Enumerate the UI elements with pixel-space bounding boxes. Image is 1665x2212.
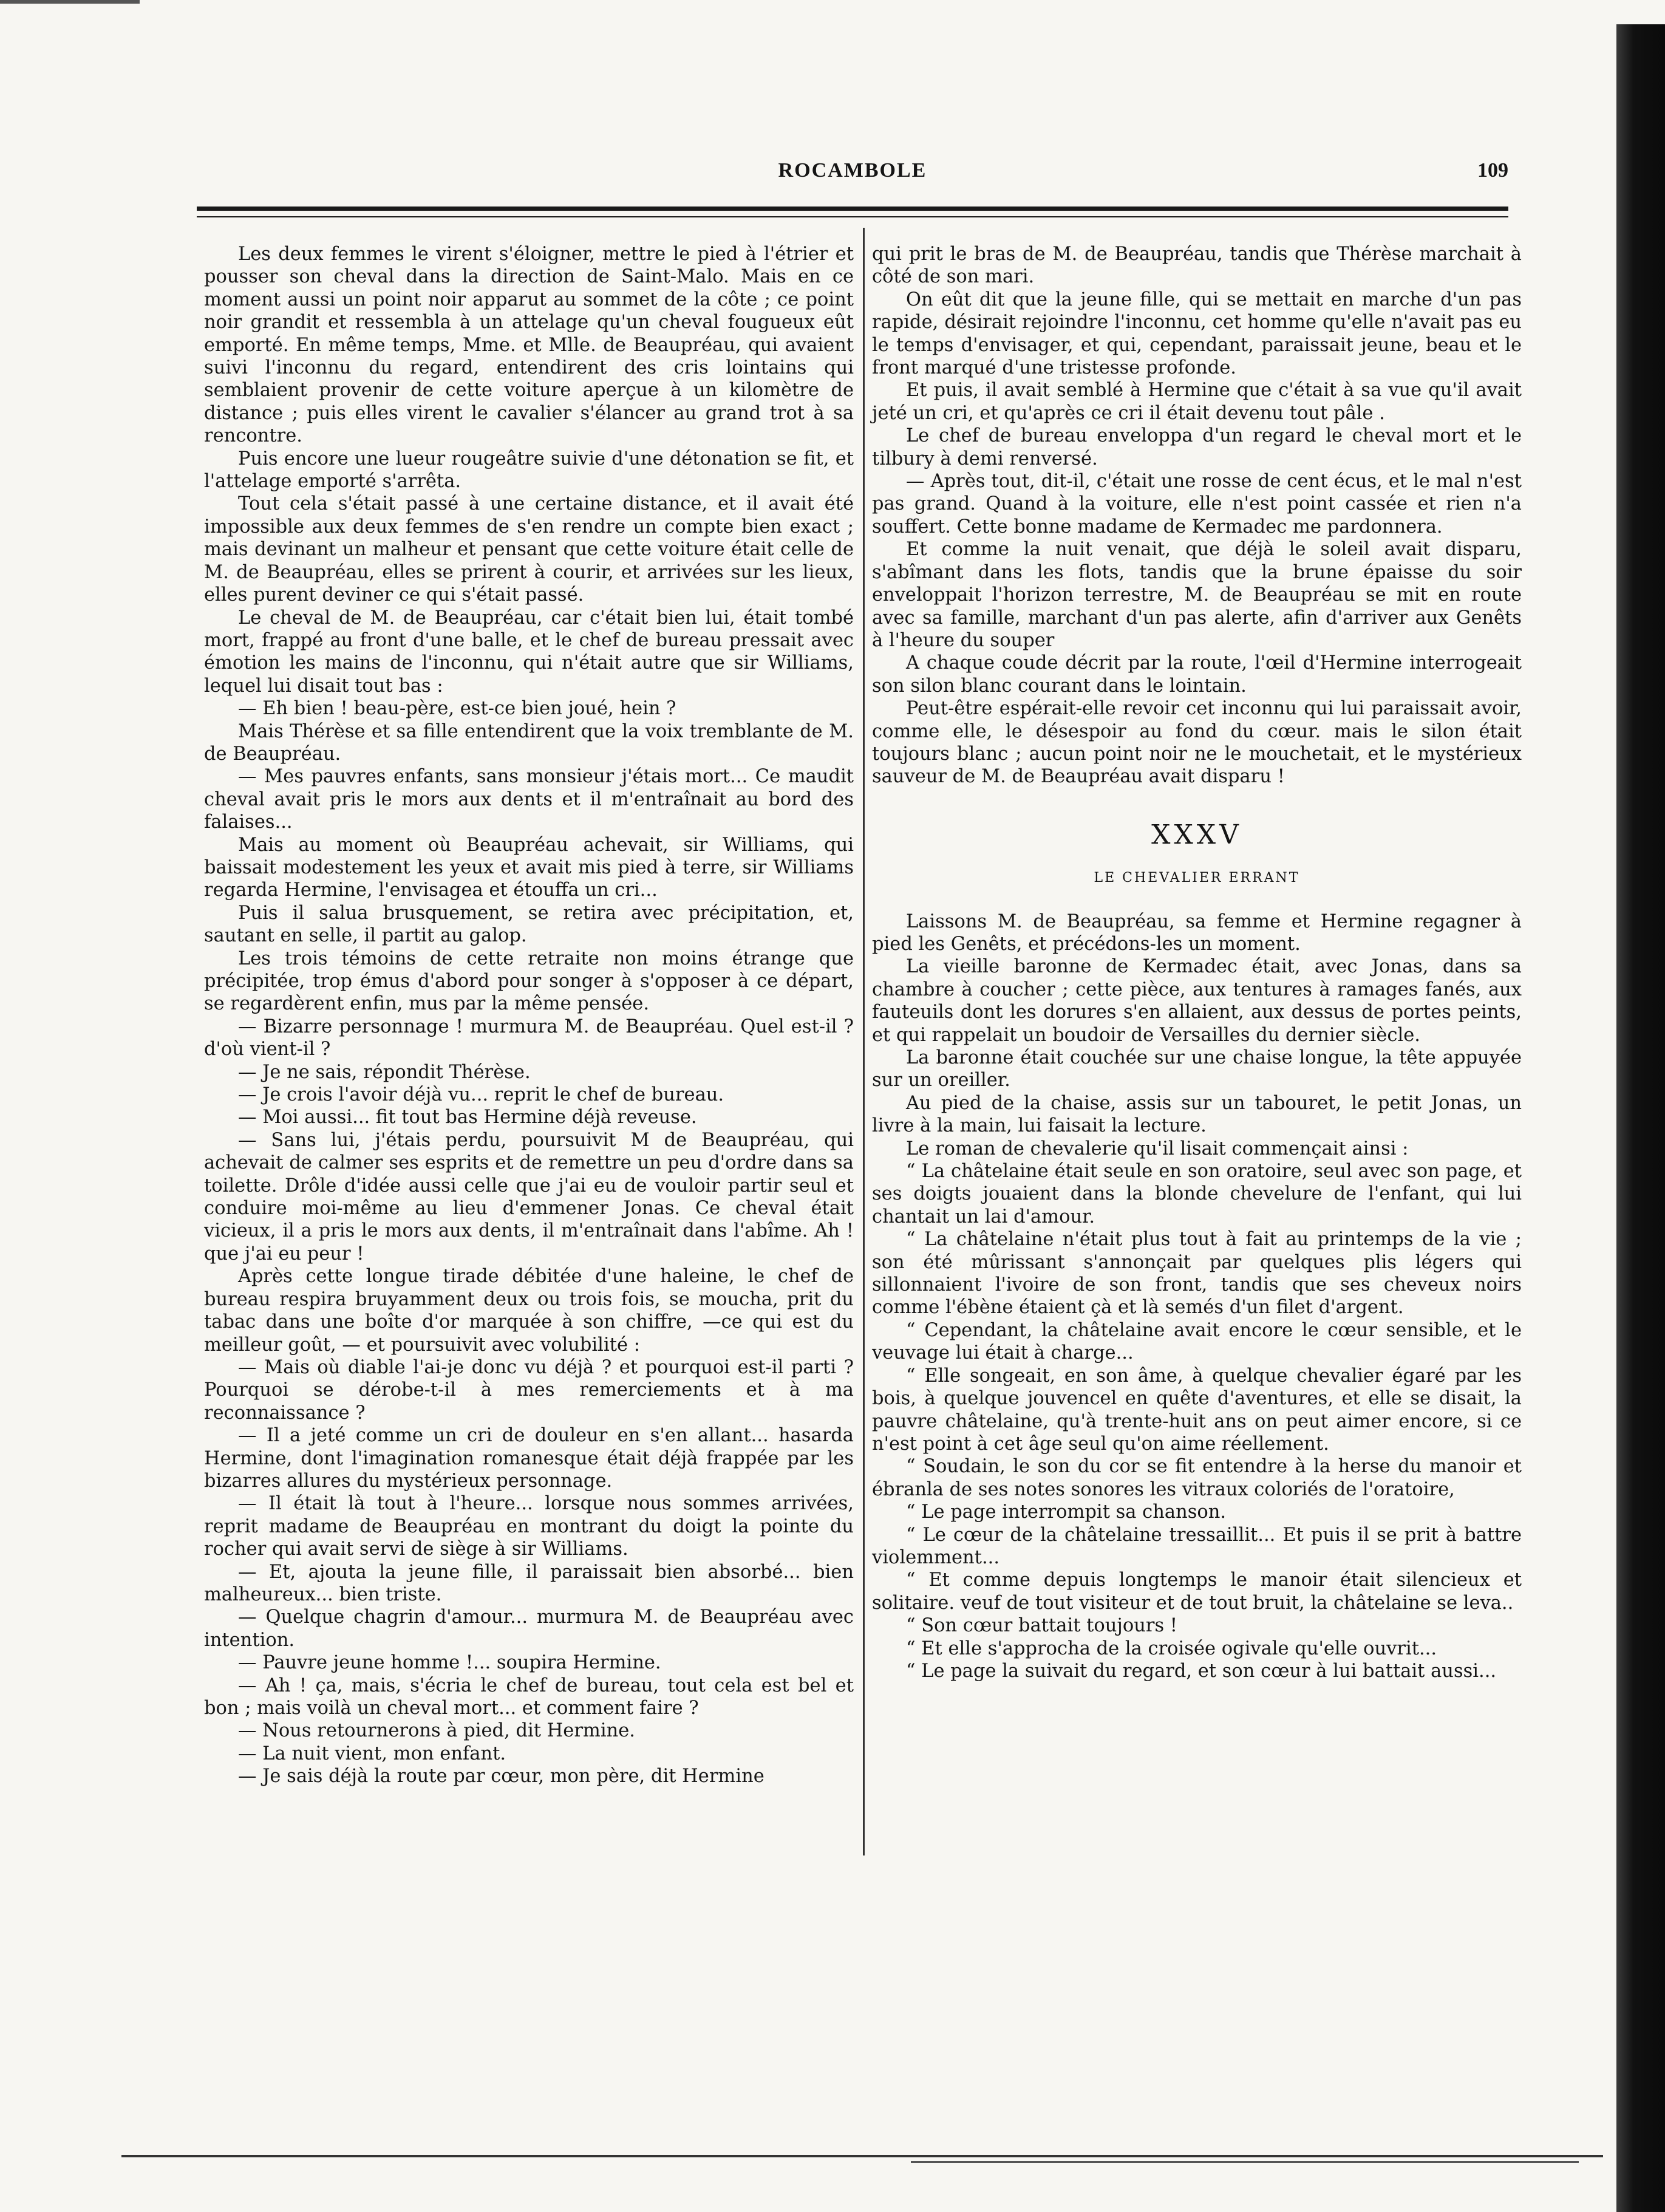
scan-dark-edge: [1616, 24, 1665, 2212]
paragraph: — Et, ajouta la jeune fille, il paraissait bien absorbé... bien malheureux... bien triste.: [204, 1561, 854, 1605]
paragraph: — Mes pauvres enfants, sans monsieur j'étais mort... Ce maudit cheval avait pris le mors aux dents et il m'entraînait au bord des falaises...: [204, 766, 854, 833]
right-column-text-after-chapter: [872, 910, 1522, 1683]
header-rule-thick: [197, 207, 1508, 211]
paragraph: Laissons M. de Beaupréau, sa femme et Hermine regagner à pied les Genêts, et précédons-les un moment.: [872, 910, 1522, 955]
paragraph: Mais Thérèse et sa fille entendirent que la voix tremblante de M. de Beaupréau.: [204, 720, 854, 765]
paragraph: qui prit le bras de M. de Beaupréau, tandis que Thérèse marchait à côté de son mari.: [872, 244, 1522, 288]
paragraph: — Quelque chagrin d'amour... murmura M. de Beaupréau avec intention.: [204, 1606, 854, 1651]
bottom-scan-line: [121, 2155, 1603, 2157]
paragraph: — Eh bien ! beau-père, est-ce bien joué, hein ?: [238, 698, 676, 720]
paragraph: Au pied de la chaise, assis sur un tabouret, le petit Jonas, un livre à la main, lui faisait la lecture.: [872, 1092, 1522, 1137]
paragraph: — Sans lui, j'étais perdu, poursuivit M de Beaupréau, qui achevait de calmer ses esprits et de remettre un peu d'ordre dans sa toilette. Drôle d'idée aussi celle que j'ai eu de vouloir partir seul et conduire moi-même au lieu d'emmener Jonas. Ce cheval était vicieux, il a pris le mors aux dents, il m'entraînait dans l'abîme. Ah ! que j'ai eu peur !: [204, 1129, 854, 1265]
paragraph: “ Et comme depuis longtemps le manoir était silencieux et solitaire. veuf de tout visiteur et de tout bruit, la châtelaine se leva..: [872, 1569, 1522, 1614]
chapter-title: LE CHEVALIER ERRANT: [1094, 870, 1300, 886]
paragraph: “ Et elle s'approcha de la croisée ogivale qu'elle ouvrit...: [906, 1637, 1437, 1659]
paragraph: Les trois témoins de cette retraite non moins étrange que précipitée, trop émus d'abord pour songer à s'opposer à ce départ, se regardèrent enfin, mus par la même pensée.: [204, 947, 854, 1015]
paragraph: Puis encore une lueur rougeâtre suivie d'une détonation se fit, et l'attelage emporté s'arrêta.: [204, 448, 854, 493]
left-column: [204, 243, 854, 1788]
paragraph: Et puis, il avait semblé à Hermine que c'était à sa vue qu'il avait jeté un cri, et qu'après ce cri il était devenu tout pâle .: [872, 380, 1522, 424]
paragraph: La vieille baronne de Kermadec était, avec Jonas, dans sa chambre à coucher ; cette pièce, aux tentures à ramages fanés, aux fauteuils dont les dorures s'en allaient, aux dessus de portes peints, et qui rappelait un boudoir de Versailles du dernier siècle.: [872, 956, 1522, 1046]
paragraph: “ Cependant, la châtelaine avait encore le cœur sensible, et le veuvage lui était à charge...: [872, 1319, 1522, 1364]
column-divider: [863, 228, 865, 1855]
paragraph: — Pauvre jeune homme !... soupira Hermine.: [238, 1652, 661, 1674]
paragraph: — Moi aussi... fit tout bas Hermine déjà reveuse.: [238, 1107, 697, 1128]
paragraph: — Après tout, dit-il, c'était une rosse de cent écus, et le mal n'est pas grand. Quand à la voiture, elle n'est point cassée et rien n'a souffert. Cette bonne madame de Kermadec me pardonnera.: [872, 471, 1522, 538]
paragraph: “ Son cœur battait toujours !: [906, 1615, 1178, 1637]
paragraph: “ Le page la suivait du regard, et son cœur à lui battait aussi...: [906, 1660, 1497, 1682]
paragraph: — Mais où diable l'ai-je donc vu déjà ? et pourquoi est-il parti ? Pourquoi se dérobe-t-il à mes remerciements et à ma reconnaissance ?: [204, 1356, 854, 1424]
paragraph: “ La châtelaine n'était plus tout à fait au printemps de la vie ; son été mûrissant s'annonçait par quelques plis légers qui sillonnaient l'ivoire de son front, tandis que ses cheveux noirs comme l'ébène étaient çà et là semés d'un filet d'argent.: [872, 1229, 1522, 1319]
paragraph: — Je crois l'avoir déjà vu... reprit le chef de bureau.: [238, 1084, 724, 1106]
paragraph: — Nous retournerons à pied, dit Hermine.: [238, 1720, 635, 1742]
paragraph: “ Le page interrompit sa chanson.: [906, 1501, 1227, 1523]
paragraph: — La nuit vient, mon enfant.: [238, 1743, 506, 1764]
paragraph: — Bizarre personnage ! murmura M. de Beaupréau. Quel est-il ? d'où vient-il ?: [204, 1016, 854, 1060]
paragraph: Le cheval de M. de Beaupréau, car c'était bien lui, était tombé mort, frappé au front d'une balle, et le chef de bureau pressait avec émotion les mains de l'inconnu, qui n'était autre que sir Williams, lequel lui disait tout bas :: [204, 607, 854, 697]
right-column-text-before-chapter: [872, 243, 1522, 788]
header-rule-thin: [197, 216, 1508, 217]
chapter-number: XXXV: [1151, 819, 1242, 850]
running-title: ROCAMBOLE: [778, 159, 927, 182]
paragraph: Et comme la nuit venait, que déjà le soleil avait disparu, s'abîmant dans les flots, tandis que la brune épaisse du soir enveloppait l'horizon terrestre, M. de Beaupréau se mit en route avec sa famille, marchant d'un pas alerte, afin d'arriver aux Genêts à l'heure du souper: [872, 539, 1522, 651]
paragraph: “ Le cœur de la châtelaine tressaillit... Et puis il se prit à battre violemment...: [872, 1524, 1522, 1568]
paragraph: Puis il salua brusquement, se retira avec précipitation, et, sautant en selle, il partit au galop.: [204, 902, 854, 947]
paragraph: Après cette longue tirade débitée d'une haleine, le chef de bureau respira bruyamment deux ou trois fois, se moucha, prit du tabac dans une boîte d'or marquée à son chiffre, —ce qui est du meilleur goût, — et poursuivit avec volubilité :: [204, 1266, 854, 1356]
paragraph: — Il était là tout à l'heure... lorsque nous sommes arrivées, reprit madame de Beaupréau en montrant du doigt la pointe du rocher qui avait servi de siège à sir Williams.: [204, 1493, 854, 1560]
paragraph: “ Elle songeait, en son âme, à quelque chevalier égaré par les bois, à quelque jouvencel en quête d'aventures, et elle se disait, la pauvre châtelaine, qu'à trente-huit ans on peut aimer encore, si ce n'est point à cet âge seul qu'on aime réellement.: [872, 1365, 1522, 1455]
paragraph: — Ah ! ça, mais, s'écria le chef de bureau, tout cela est bel et bon ; mais voilà un cheval mort... et comment faire ?: [204, 1674, 854, 1719]
paragraph: “ Soudain, le son du cor se fit entendre à la herse du manoir et ébranla de ses notes sonores les vitraux coloriés de l'oratoire,: [872, 1456, 1522, 1500]
bottom-scan-line-secondary: [911, 2161, 1579, 2163]
page-header: [197, 159, 1508, 189]
page-number: 109: [1477, 159, 1508, 182]
paragraph: Les deux femmes le virent s'éloigner, mettre le pied à l'étrier et pousser son cheval dans la direction de Saint-Malo. Mais en ce moment aussi un point noir apparut au sommet de la côte ; ce point noir grandit et ressembla à un attelage qu'un cheval fougueux eût emporté. En même temps, Mme. et Mlle. de Beaupréau, qui avaient suivi l'inconnu du regard, entendirent des cris lointains qui semblaient provenir de cette voiture aperçue à un kilomètre de distance ; puis elles virent le cavalier s'élancer au grand trot à sa rencontre.: [204, 244, 854, 447]
right-column: [872, 243, 1522, 1682]
paragraph: Le chef de bureau enveloppa d'un regard le cheval mort et le tilbury à demi renversé.: [872, 425, 1522, 469]
paragraph: Peut-être espérait-elle revoir cet inconnu qui lui paraissait avoir, comme elle, le désespoir au fond du cœur. mais le silon était toujours blanc ; aucun point noir ne le mouchetait, et le mystérieux sauveur de M. de Beaupréau avait disparu !: [872, 698, 1522, 788]
paragraph: La baronne était couchée sur une chaise longue, la tête appuyée sur un oreiller.: [872, 1047, 1522, 1091]
paragraph: — Je ne sais, répondit Thérèse.: [238, 1061, 531, 1083]
paragraph: Mais au moment où Beaupréau achevait, sir Williams, qui baissait modestement les yeux et avait mis pied à terre, sir Williams regarda Hermine, l'envisagea et étouffa un cri...: [204, 834, 854, 901]
paragraph: On eût dit que la jeune fille, qui se mettait en marche d'un pas rapide, désirait rejoindre l'inconnu, cet homme qu'elle n'avait pas eu le temps d'envisager, et qui, cependant, paraissait jeune, beau et le front marqué d'une tristesse profonde.: [872, 288, 1522, 379]
paragraph: — Je sais déjà la route par cœur, mon père, dit Hermine: [238, 1766, 764, 1787]
paragraph: “ La châtelaine était seule en son oratoire, seul avec son page, et ses doigts jouaient dans la blonde chevelure de l'enfant, qui lui chantait un lai d'amour.: [872, 1161, 1522, 1227]
paragraph: — Il a jeté comme un cri de douleur en s'en allant... hasarda Hermine, dont l'imagination romanesque était déjà frappée par les bizarres allures du mystérieux personnage.: [204, 1425, 854, 1492]
paragraph: Tout cela s'était passé à une certaine distance, et il avait été impossible aux deux femmes de s'en rendre un compte bien exact ; mais devinant un malheur et pensant que cette voiture était celle de M. de Beaupréau, elles se prirent à courir, et arrivées sur les lieux, elles purent deviner ce qui s'était passé.: [204, 493, 854, 606]
paragraph: Le roman de chevalerie qu'il lisait commençait ainsi :: [906, 1138, 1409, 1159]
paragraph: A chaque coude décrit par la route, l'œil d'Hermine interrogeait son silon blanc courant dans le lointain.: [872, 652, 1522, 697]
top-margin-mark: [0, 0, 140, 4]
